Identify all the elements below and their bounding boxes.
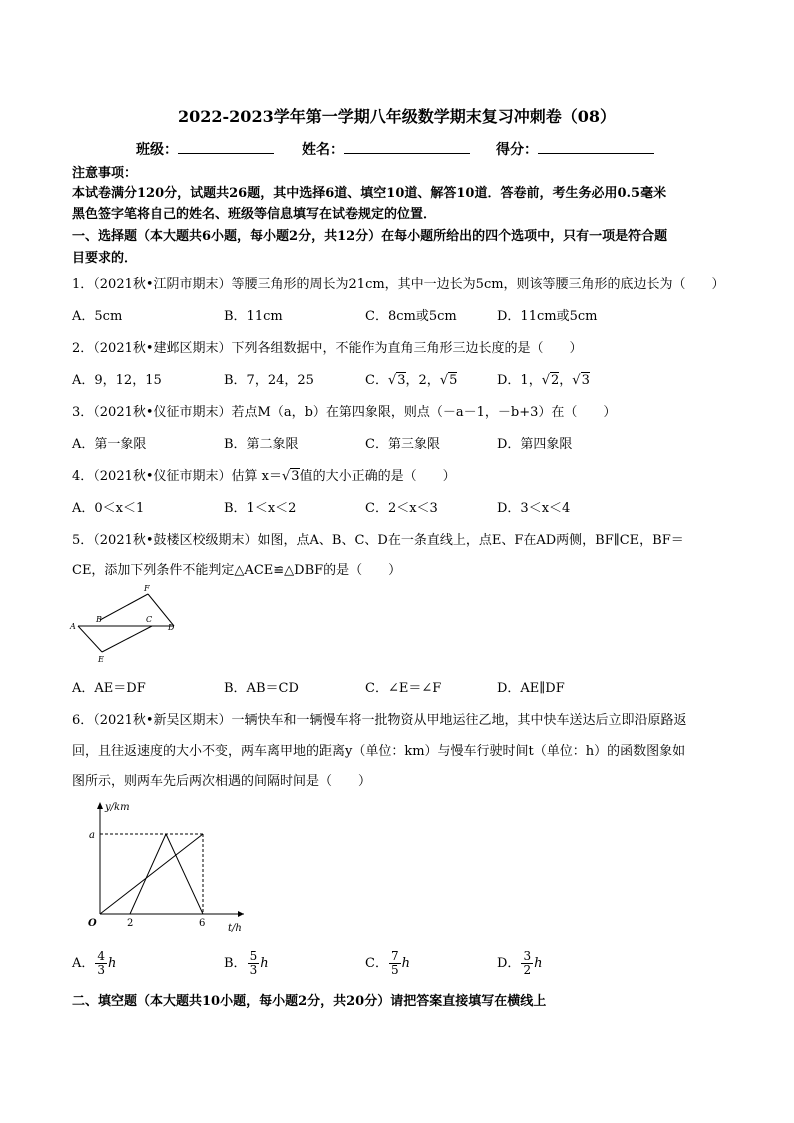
q1-option-b: B．11cm	[224, 309, 283, 324]
q2-option-b: B．7，24，25	[224, 373, 314, 388]
q5-figure	[68, 582, 186, 664]
name-label: 姓名：	[302, 142, 344, 158]
q2-d-mid: ，	[559, 373, 573, 388]
q6-b-prefix: B．	[224, 956, 247, 971]
q5-option-a: A．AE＝DF	[72, 681, 146, 696]
q6-a-unit: h	[108, 956, 117, 971]
q2-option-a: A．9，12，15	[72, 373, 162, 388]
q6-a-den: 3	[97, 963, 106, 977]
q5-option-d: D．AE∥DF	[497, 681, 565, 696]
q3-option-c: C．第三象限	[365, 437, 440, 452]
q4-option-d: D．3＜x＜4	[497, 501, 571, 516]
q5-option-b: B．AB＝CD	[224, 681, 299, 696]
q2-c-mid: ，2，	[405, 373, 440, 388]
q5-stem-line-1: 5．（2021秋•鼓楼区校级期末）如图，点A、B、C、D在一条直线上，点E、F在AD两侧，BF∥CE，BF＝	[72, 533, 684, 548]
q2-option-c: C．√3，2，√5	[365, 373, 458, 388]
q6-c-prefix: C．	[365, 956, 388, 971]
q6-c-den: 5	[390, 963, 399, 977]
page-title: 2022-2023学年第一学期八年级数学期末复习冲刺卷（08）	[178, 107, 616, 126]
a-label: a	[89, 830, 95, 841]
q4-stem-root: 3	[291, 469, 300, 484]
q3-option-b: B．第二象限	[224, 437, 299, 452]
q6-b-unit: h	[260, 956, 269, 971]
label-c: C	[146, 615, 153, 624]
q2-option-d: D．1，√2，√3	[497, 373, 590, 388]
q6-d-unit: h	[534, 956, 543, 971]
section1-heading-line-2: 目要求的．	[72, 251, 138, 266]
line-bf	[100, 594, 148, 620]
label-e: E	[98, 655, 104, 664]
q2-c-root1: 3	[397, 373, 406, 388]
q1-stem: 1．（2021秋•江阴市期末）等腰三角形的周长为21cm，其中一边长为5cm，则该等腰三角形的底边长为（ ）	[72, 277, 725, 292]
q6-a-num: 4	[97, 949, 106, 963]
score-blank	[538, 139, 654, 154]
q1-option-a: A．5cm	[72, 309, 123, 324]
q4-option-c: C．2＜x＜3	[365, 501, 438, 516]
score-field	[496, 139, 654, 159]
q3-option-d: D．第四象限	[497, 437, 573, 452]
q6-b-fraction	[248, 950, 260, 977]
score-label: 得分：	[496, 142, 538, 158]
label-f: F	[144, 584, 150, 593]
q6-c-unit: h	[401, 956, 410, 971]
q6-c-num: 7	[390, 949, 399, 963]
q2-d-root2: 3	[581, 373, 590, 388]
label-d: D	[168, 623, 175, 632]
q6-option-b	[224, 950, 269, 977]
class-label: 班级：	[136, 142, 178, 158]
q1-option-c: C．8cm或5cm	[365, 309, 457, 324]
tick-6-label: 6	[199, 918, 206, 929]
q6-b-num: 5	[249, 949, 258, 963]
q4-stem-post: 值的大小正确的是（ ）	[299, 469, 456, 484]
q4-option-a: A．0＜x＜1	[72, 501, 145, 516]
label-b: B	[96, 615, 102, 624]
q2-stem: 2．（2021秋•建邺区期末）下列各组数据中，不能作为直角三角形三边长度的是（ ）	[72, 341, 583, 356]
q6-option-a	[72, 950, 116, 977]
name-blank	[344, 139, 470, 154]
section2-heading: 二、填空题（本大题共10小题，每小题2分，共20分）请把答案直接填写在横线上	[72, 994, 547, 1009]
q3-option-a: A．第一象限	[72, 437, 147, 452]
q4-stem-pre: 4．（2021秋•仪征市期末）估算 x＝	[72, 469, 282, 484]
notice-heading: 注意事项：	[72, 166, 138, 181]
q2-d-root1: 2	[551, 373, 560, 388]
q5-option-c: C．∠E＝∠F	[365, 681, 442, 696]
q6-stem-line-3: 图所示，则两车先后两次相遇的间隔时间是（ ）	[72, 774, 372, 789]
label-a: A	[70, 622, 76, 631]
q5-stem-line-2: CE，添加下列条件不能判定△ACE≌△DBF的是（ ）	[72, 563, 402, 578]
q6-a-fraction	[95, 950, 107, 977]
fast-car-return-line	[166, 834, 203, 914]
notice-line-1: 本试卷满分120分，试题共26题，其中选择6道、填空10道、解答10道．答卷前，考生务必用0.5毫米	[72, 186, 667, 201]
q6-stem-line-2: 回，且往返速度的大小不变，两车离甲地的距离y（单位：km）与慢车行驶时间t（单位：h）的函数图象如	[72, 744, 686, 759]
q6-d-num: 3	[523, 949, 532, 963]
line-ec	[102, 626, 152, 652]
fast-car-out-line	[130, 834, 166, 914]
q6-d-prefix: D．	[497, 956, 521, 971]
name-field	[302, 139, 470, 159]
q3-stem: 3．（2021秋•仪征市期末）若点M（a，b）在第四象限，则点（－a－1，－b+3）在（ ）	[72, 405, 617, 420]
q4-option-b: B．1＜x＜2	[224, 501, 297, 516]
q6-a-prefix: A．	[72, 956, 95, 971]
q1-option-d: D．11cm或5cm	[497, 309, 598, 324]
class-blank	[178, 139, 274, 154]
q6-stem-line-1: 6．（2021秋•新吴区期末）一辆快车和一辆慢车将一批物资从甲地运往乙地，其中快车送达后立即沿原路返	[72, 713, 687, 728]
y-axis-label: y/km	[105, 802, 130, 813]
q6-d-den: 2	[523, 963, 532, 977]
q2-d-prefix: D．1，	[497, 373, 542, 388]
slow-car-line	[100, 834, 203, 914]
origin-label: O	[88, 918, 97, 929]
notice-line-2: 黑色签字笔将自己的姓名、班级等信息填写在试卷规定的位置．	[72, 207, 437, 222]
q6-option-c	[365, 950, 410, 977]
x-axis-arrow-icon	[238, 911, 244, 917]
q6-b-den: 3	[249, 963, 258, 977]
y-axis-arrow-icon	[97, 802, 103, 809]
q6-d-fraction	[521, 950, 533, 977]
q6-c-fraction	[389, 950, 401, 977]
class-field	[136, 139, 274, 159]
line-ae	[78, 626, 102, 652]
q6-option-d	[497, 950, 542, 977]
q2-c-root2: 5	[449, 373, 458, 388]
x-axis-label: t/h	[228, 923, 242, 934]
q4-stem: 4．（2021秋•仪征市期末）估算 x＝√3值的大小正确的是（ ）	[72, 469, 456, 484]
tick-2-label: 2	[127, 918, 134, 929]
section1-heading-line-1: 一、选择题（本大题共6小题，每小题2分，共12分）在每小题所给出的四个选项中，只有一项是符合题	[72, 229, 668, 244]
q6-graph	[72, 798, 252, 938]
q2-c-prefix: C．	[365, 373, 388, 388]
